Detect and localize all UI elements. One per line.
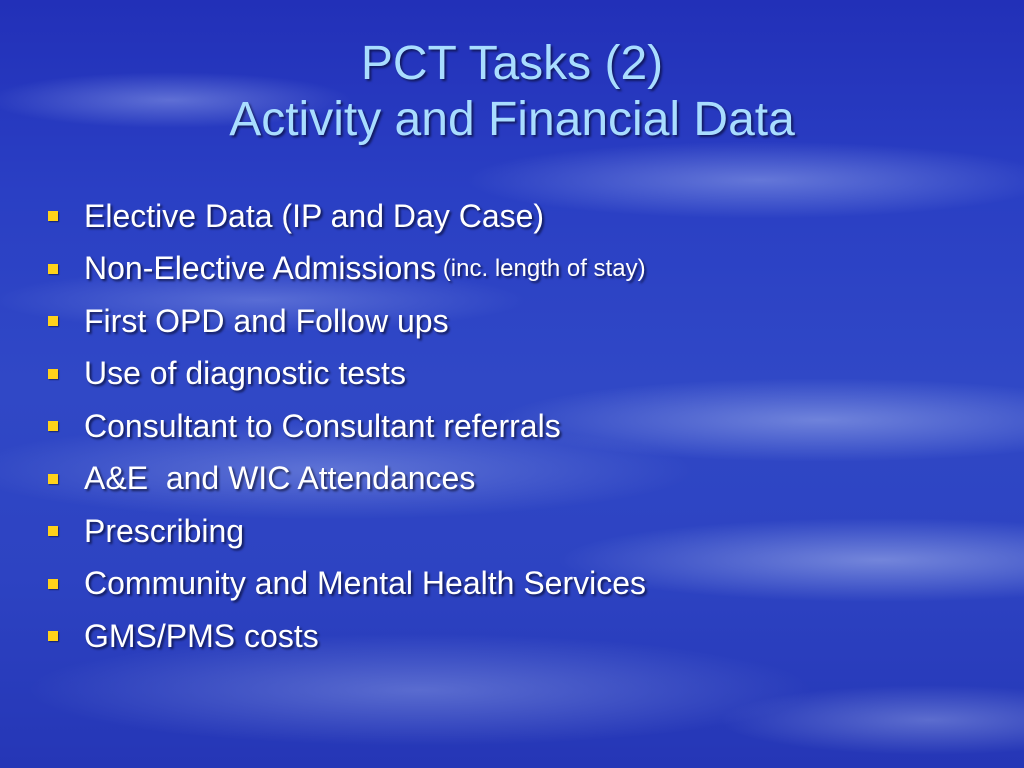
square-bullet-icon	[48, 369, 58, 379]
bullet-text: Non-Elective Admissions	[84, 250, 437, 287]
bullet-item-community-mental-health	[40, 558, 1000, 611]
bullet-text: Prescribing	[84, 512, 245, 549]
square-bullet-icon	[48, 421, 58, 431]
square-bullet-icon	[48, 631, 58, 641]
bullet-note: (inc. length of stay)	[436, 254, 646, 282]
bullet-text: A&E and WIC Attendances	[84, 460, 476, 497]
bullet-item-consultant-referrals	[40, 400, 1000, 453]
bullet-text: Consultant to Consultant referrals	[84, 407, 561, 444]
square-bullet-icon	[48, 264, 58, 274]
bullet-text: Community and Mental Health Services	[84, 565, 647, 602]
slide-title-line-1: PCT Tasks (2)	[360, 37, 664, 90]
bullet-item-prescribing	[40, 505, 1000, 558]
bullet-item-diagnostic-tests	[40, 348, 1000, 401]
square-bullet-icon	[48, 526, 58, 536]
square-bullet-icon	[48, 211, 58, 221]
bullet-text: Elective Data (IP and Day Case)	[84, 197, 545, 234]
slide-title-line-2: Activity and Financial Data	[229, 93, 795, 146]
bullet-item-first-opd	[40, 295, 1000, 348]
slide-title	[0, 36, 1024, 148]
bullet-item-gms-pms-costs	[40, 610, 1000, 663]
bullet-list	[40, 190, 1000, 663]
square-bullet-icon	[48, 316, 58, 326]
bullet-text: First OPD and Follow ups	[84, 302, 449, 339]
bullet-text: Use of diagnostic tests	[84, 355, 406, 392]
square-bullet-icon	[48, 579, 58, 589]
bullet-item-ae-wic	[40, 453, 1000, 506]
bullet-item-elective-data	[40, 190, 1000, 243]
bullet-text: GMS/PMS costs	[84, 617, 319, 654]
bullet-item-non-elective-admissions	[40, 243, 1000, 296]
square-bullet-icon	[48, 474, 58, 484]
